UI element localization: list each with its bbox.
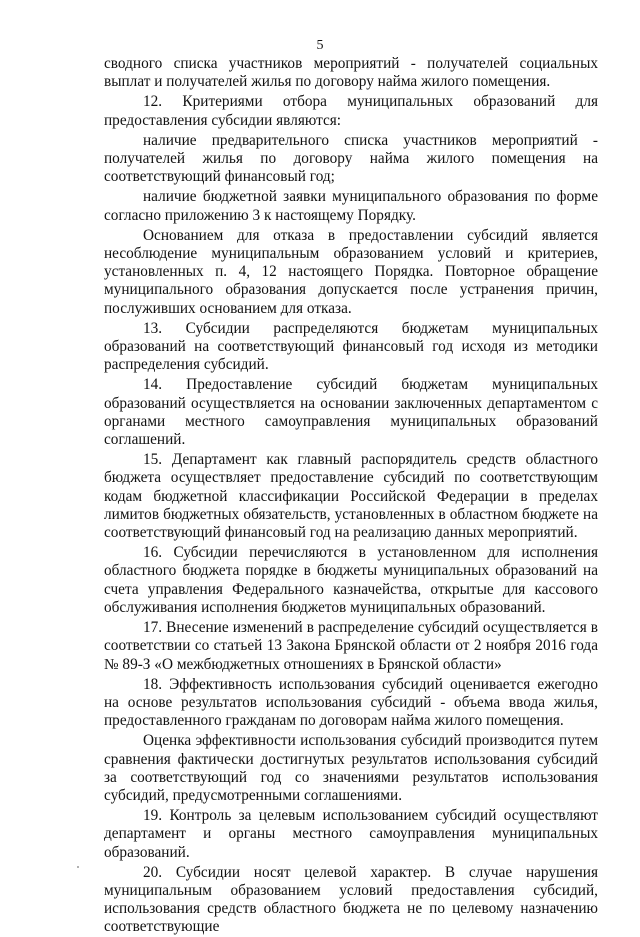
paragraph-13: 13. Субсидии распределяются бюджетам муниципальных образований на соответствующий финансовый год исходя из методики распределения субсидий.: [104, 319, 598, 374]
paragraph-12-item-1: наличие предварительного списка участников мероприятий - получателей жилья по договору найма жилого помещения на соответствующий финансовый год;: [104, 131, 598, 186]
paragraph-14: 14. Предоставление субсидий бюджетам муниципальных образований осуществляется на основании заключенных департаментом с органами местного самоуправления муниципальных образований соглашений.: [104, 376, 598, 449]
paragraph-18-evaluation: Оценка эффективности использования субсидий производится путем сравнения фактически достигнутых результатов использования субсидий за соответствующий год со значениями результатов использования субсидий, предусмотренными соглашениями.: [104, 732, 598, 804]
paragraph-refusal-grounds: Основанием для отказа в предоставлении субсидий является несоблюдение муниципальным образованием условий и критериев, установленных п. 4, 12 настоящего Порядка. Повторное обращение муниципального образования допускается после устранения причин, послуживших основанием для отказа.: [104, 226, 598, 317]
paragraph-16: 16. Субсидии перечисляются в установленном для исполнения областного бюджета порядке в бюджеты муниципальных образований на счета управления Федерального казначейства, открытые для кассового обслуживания исполнения бюджетов муниципальных образований.: [104, 544, 598, 616]
scan-artifact-dot: [77, 866, 79, 868]
paragraph-17: 17. Внесение изменений в распределение субсидий осуществляется в соответствии со статьей 13 Закона Брянской области от 2 ноября 2016 года № 89-З «О межбюджетных отношениях в Брянской области»: [104, 619, 598, 673]
paragraph-12-item-2: наличие бюджетной заявки муниципального образования по форме согласно приложению 3 к настоящему Порядку.: [104, 188, 598, 224]
paragraph-15: 15. Департамент как главный распорядитель средств областного бюджета осуществляет предоставление субсидий по соответствующим кодам бюджетной классификации Российской Федерации в пределах лимитов бюджетных обязательств, установленных в областном бюджете на соответствующий финансовый год на реализацию данных мероприятий.: [104, 451, 598, 542]
paragraph-20: 20. Субсидии носят целевой характер. В случае нарушения муниципальным образованием условий предоставления субсидий, использования средств областного бюджета не по целевому назначению соответствующие: [104, 863, 598, 936]
paragraph-19: 19. Контроль за целевым использованием субсидий осуществляют департамент и органы местного самоуправления муниципальных образований.: [104, 807, 598, 861]
page-number: 5: [316, 38, 324, 53]
paragraph-continuation: сводного списка участников мероприятий - получателей социальных выплат и получателей жилья по договору найма жилого помещения.: [104, 55, 598, 91]
paragraph-12: 12. Критериями отбора муниципальных образований для предоставления субсидии являются:: [104, 93, 598, 129]
paragraph-18: 18. Эффективность использования субсидий оценивается ежегодно на основе результатов использования субсидий - объема ввода жилья, предоставленного гражданам по договорам найма жилого помещения.: [104, 675, 598, 730]
document-body: [104, 55, 598, 937]
